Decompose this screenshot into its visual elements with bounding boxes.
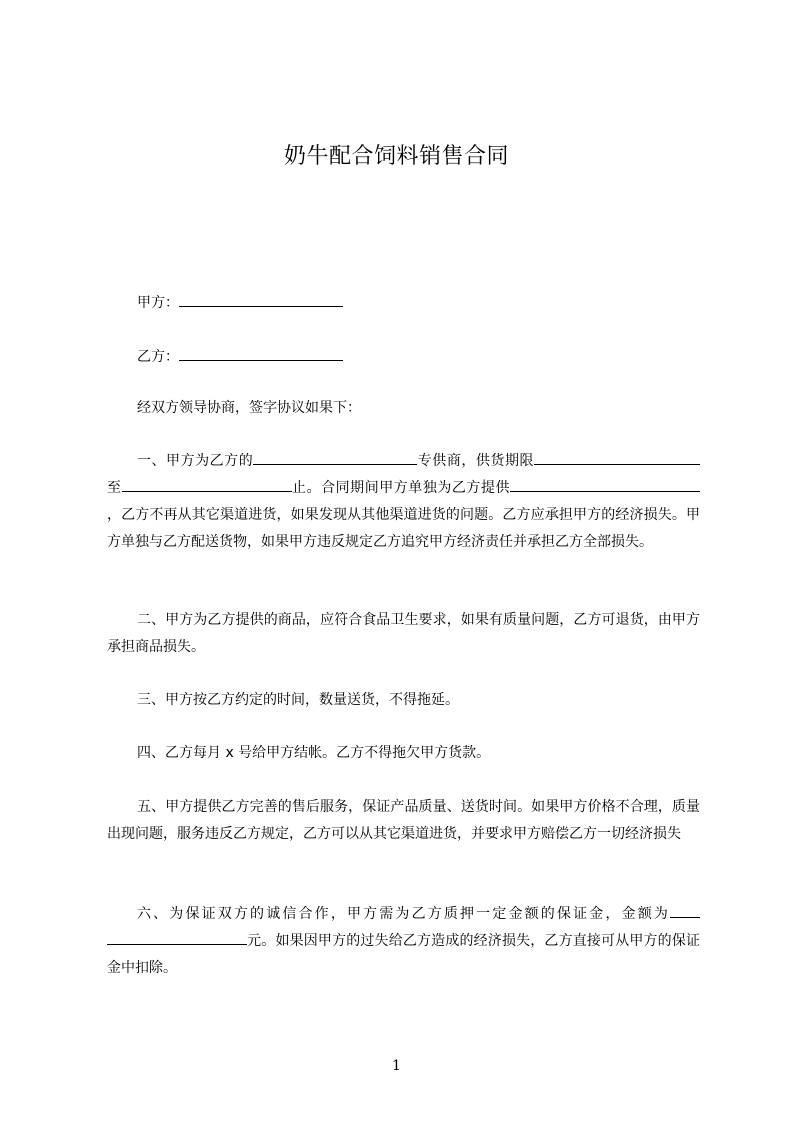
party-b-blank [179, 344, 343, 361]
clause-5: 五、甲方提供乙方完善的售后服务，保证产品质量、送货时间。如果甲方价格不合理，质量出现问题，服务违反乙方规定，乙方可以从其它渠道进货，并要求甲方赔偿乙方一切经济损失 [107, 799, 700, 842]
document-title: 奶牛配合饲料销售合同 [283, 144, 509, 169]
product-blank [510, 475, 640, 492]
clause-1-text-4: 止。合同期间甲方单独为乙方提供 [291, 480, 511, 496]
page-number: 1 [392, 1058, 401, 1074]
clause-6-text-2: 元。如果因甲方的过失给乙方造成的经济损失，乙方直接可从甲方的保证金中扣除。 [107, 933, 700, 976]
clause-2: 二、甲方为乙方提供的商品，应符合食品卫生要求，如果有质量问题，乙方可退货，由甲方承担商品损失。 [107, 612, 700, 655]
period-start-blank [534, 448, 670, 465]
clause-6 [107, 901, 700, 982]
product-blank-cont [640, 475, 700, 492]
deposit-amount-blank-cont [107, 928, 247, 945]
period-end-blank [122, 475, 292, 492]
clause-3: 三、甲方按乙方约定的时间，数量送货，不得拖延。 [137, 692, 459, 708]
clause-1-text-3: 至 [107, 480, 122, 496]
clause-1 [107, 448, 700, 556]
clause-4: 四、乙方每月 x 号给甲方结帐。乙方不得拖欠甲方货款。 [137, 745, 491, 761]
intro-text: 经双方领导协商，签字协议如果下： [137, 400, 361, 416]
clause-6-text-1: 六、为保证双方的诚信合作，甲方需为乙方质押一定金额的保证金，金额为 [137, 906, 670, 922]
supplier-blank [253, 448, 417, 465]
clause-1-text-2: 专供商，供货期限 [417, 453, 535, 469]
deposit-amount-blank [670, 901, 700, 918]
clause-1-text-5: ，乙方不再从其它渠道进货，如果发现从其他渠道进货的问题。乙方应承担甲方的经济损失。甲方单独与乙方配送货物，如果甲方违反规定乙方追究甲方经济责任并承担乙方全部损失。 [107, 507, 700, 550]
party-a-blank [179, 290, 343, 307]
party-b-label: 乙方： [137, 349, 179, 365]
party-a-label: 甲方： [137, 295, 179, 311]
period-start-blank-cont [670, 448, 700, 465]
party-b-line [137, 344, 343, 367]
party-a-line [137, 290, 343, 313]
clause-1-text-1: 一、甲方为乙方的 [137, 453, 254, 469]
